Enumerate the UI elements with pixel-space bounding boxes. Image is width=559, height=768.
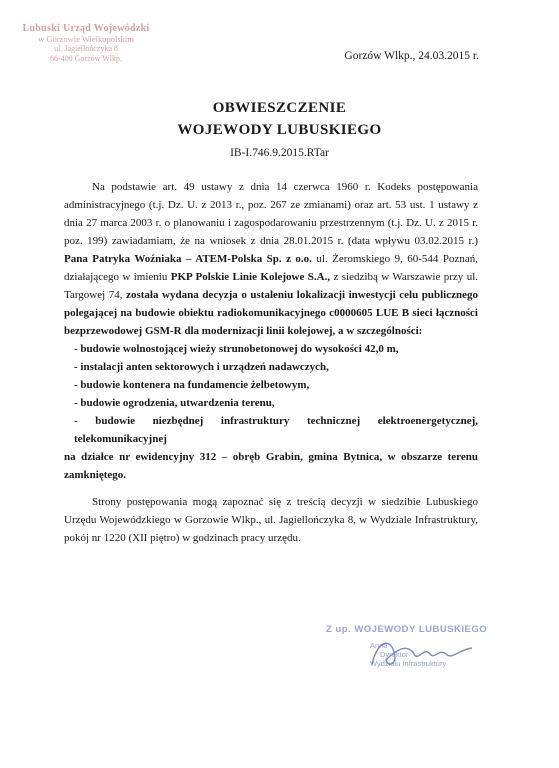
- list-item: - budowie niezbędnej infrastruktury technicznej elektroenergetycznej, telekomunikacyjnej: [74, 415, 478, 445]
- document-title: OBWIESZCZENIE: [212, 100, 347, 116]
- stamp-line-postal: 66-400 Gorzów Wlkp.: [49, 54, 123, 63]
- signature-authority: Z up. WOJEWODY LUBUSKIEGO: [326, 624, 488, 635]
- document-body: [64, 178, 478, 547]
- scope-list: [64, 340, 478, 448]
- stamp-line-office: Lubuski Urząd Wojewódzki: [22, 23, 150, 34]
- stamp-line-city: w Gorzowie Wielkopolskim: [38, 34, 134, 44]
- signature-stamp: [326, 624, 506, 668]
- closing-paragraph: Strony postępowania mogą zapoznać się z treścią decyzji w siedzibie Lubuskiego Urzędu Wojewódzkiego w Gorzowie Wlkp., ul. Jagiellończyka 8, w Wydziale Infrastruktury, pokój nr 1220 (XII piętro) w godzinach pracy urzędu.: [64, 496, 478, 544]
- applicant-address: ul. Żeromskiego 9, 60-544 Poznań, działającego w imieniu: [64, 253, 478, 283]
- principal-address: z siedzibą w Warszawie przy ul. Targowej 74,: [64, 271, 479, 301]
- signature-department: Wydziału Infrastruktury: [370, 659, 447, 668]
- stamp-line-street: ul. Jagiellończyka 8: [54, 44, 118, 53]
- principal-name: PKP Polskie Linie Kolejowe S.A.,: [170, 271, 331, 283]
- list-item: - budowie kontenera na fundamencie żelbetowym,: [74, 379, 310, 391]
- decision-text: została wydana decyzja o ustaleniu lokalizacji inwestycji celu publicznego polegającej na budowie obiektu radiokomunikacyjnego c0000605 LUE B sieci łączności bezprzewodowej GSM-R dla modernizacji linii kolejowej, a w szczególności:: [64, 289, 478, 337]
- signature-first-name: Anna: [370, 641, 388, 650]
- office-stamp: [16, 24, 156, 64]
- legal-basis-text: Na podstawie art. 49 ustawy z dnia 14 czerwca 1960 r. Kodeks postępowania administracyjnego (t.j. Dz. U. z 2013 r., poz. 267 ze zmianami) oraz art. 53 ust. 1 ustawy z dnia 27 marca 2003 r. o planowaniu i zagospodarowaniu przestrzennym (t.j. Dz. U. z 2015 r. poz. 199) zawiadamiam, że na wniosek z dnia 28.01.2015 r. (data wpływu 03.02.2015 r.): [64, 181, 478, 247]
- applicant-name: Pana Patryka Woźniaka – ATEM-Polska Sp. z o.o.: [64, 253, 312, 265]
- list-item: - budowie ogrodzenia, utwardzenia terenu,: [74, 397, 275, 409]
- document-subtitle: WOJEWODY LUBUSKIEGO: [177, 122, 382, 138]
- list-item: - budowie wolnostojącej wieży strunobetonowej do wysokości 42,0 m,: [74, 343, 399, 355]
- location-paragraph: na działce nr ewidencyjny 312 – obręb Grabin, gmina Bytnica, w obszarze terenu zamkniętego.: [64, 451, 478, 481]
- main-paragraph: [64, 178, 478, 340]
- signature-position: Dyrektor: [380, 650, 409, 659]
- place-and-date: Gorzów Wlkp., 24.03.2015 r.: [344, 50, 479, 62]
- reference-number: IB-I.746.9.2015.RTar: [230, 147, 329, 159]
- handwritten-signature-icon: [368, 634, 478, 674]
- list-item: - instalacji anten sektorowych i urządzeń nadawczych,: [74, 361, 329, 373]
